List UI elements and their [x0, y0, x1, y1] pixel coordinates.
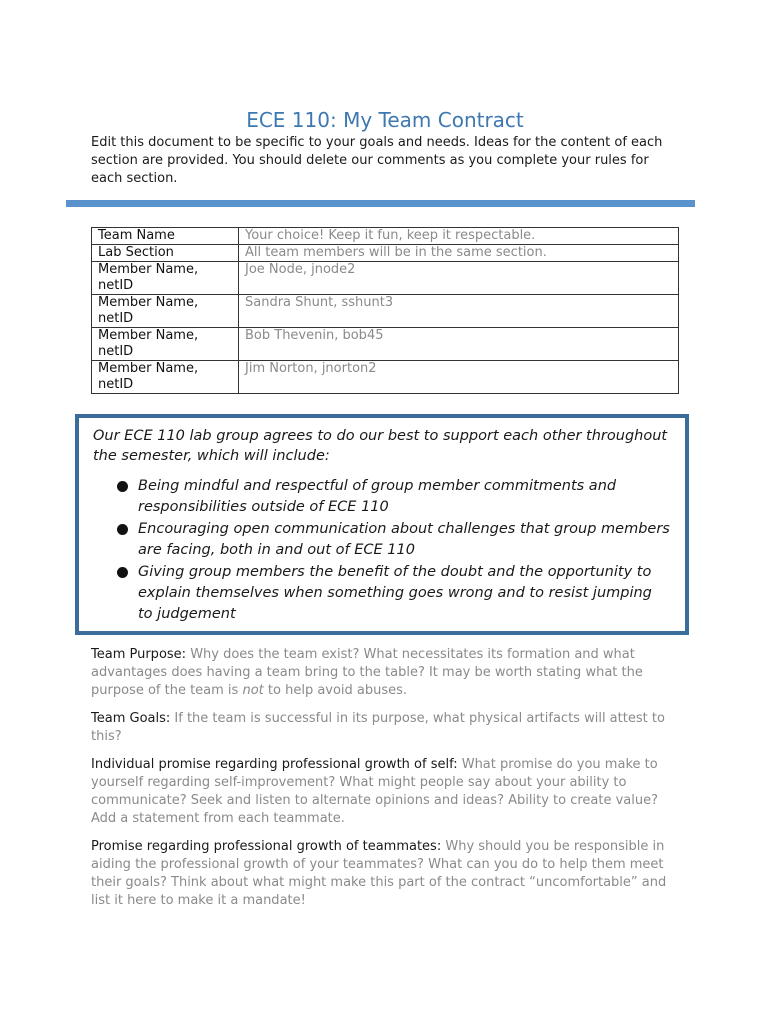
intro-text: Edit this document to be specific to your goals and needs. Ideas for the content of each section are provided. You should delete our comments as you complete your rules for each section.: [91, 135, 663, 186]
section-heading: Team Purpose:: [91, 647, 187, 662]
row-value[interactable]: Your choice! Keep it fun, keep it respectable.: [239, 228, 679, 245]
section-heading: Promise regarding professional growth of teammates:: [91, 839, 442, 854]
bullet-icon: [117, 567, 128, 578]
row-label: Member Name, netID: [92, 328, 239, 361]
table-row: [92, 245, 679, 262]
row-value[interactable]: Joe Node, jnode2: [239, 262, 679, 295]
team-growth-section: [91, 838, 683, 910]
table-row: [92, 361, 679, 394]
team-purpose-section: [91, 646, 683, 700]
section-text: Why does the team exist? What necessitates its formation and what advantages does having a team bring to the table? It may be worth stating what the purpose of the team is: [91, 647, 643, 698]
row-label: Lab Section: [92, 245, 239, 262]
team-info-table: [91, 227, 679, 394]
agreement-box: [75, 414, 689, 635]
row-label: Member Name, netID: [92, 262, 239, 295]
page-title: ECE 110: My Team Contract: [246, 108, 524, 132]
section-text: If the team is successful in its purpose, what physical artifacts will attest to this?: [91, 711, 665, 744]
row-value[interactable]: All team members will be in the same section.: [239, 245, 679, 262]
row-label: Member Name, netID: [92, 295, 239, 328]
row-value[interactable]: Sandra Shunt, sshunt3: [239, 295, 679, 328]
row-value[interactable]: Bob Thevenin, bob45: [239, 328, 679, 361]
agreement-lead: Our ECE 110 lab group agrees to do our best to support each other throughout the semester, which will include:: [93, 428, 668, 464]
agreement-list: [93, 476, 671, 625]
bullet-icon: [117, 481, 128, 492]
row-value[interactable]: Jim Norton, jnorton2: [239, 361, 679, 394]
list-item: [93, 519, 671, 561]
list-item: [93, 476, 671, 518]
table-row: [92, 228, 679, 245]
team-goals-section: [91, 710, 683, 746]
self-growth-section: [91, 756, 683, 828]
table-row: [92, 328, 679, 361]
row-label: Member Name, netID: [92, 361, 239, 394]
bullet-text: Encouraging open communication about challenges that group members are facing, both in and out of ECE 110: [138, 521, 670, 558]
section-heading: Team Goals:: [91, 711, 171, 726]
bullet-text: Giving group members the benefit of the doubt and the opportunity to explain themselves when something goes wrong and to resist jumping to judgement: [138, 564, 652, 622]
list-item: [93, 562, 671, 625]
table-row: [92, 262, 679, 295]
section-text: to help avoid abuses.: [267, 683, 408, 698]
header-divider: [66, 200, 695, 207]
bullet-icon: [117, 524, 128, 535]
section-heading: Individual promise regarding professional growth of self:: [91, 757, 458, 772]
section-text: Why should you be responsible in aiding the professional growth of your teammates? What can you do to help them meet their goals? Think about what might make this part of the contract “uncomfortable” and list it here to make it a mandate!: [91, 839, 667, 908]
section-text: What promise do you make to yourself regarding self-improvement? What might people say about your ability to communicate? Seek and listen to alternate opinions and ideas? Ability to create value? Add a statement from each teammate.: [91, 757, 659, 826]
bullet-text: Being mindful and respectful of group member commitments and responsibilities outside of ECE 110: [138, 478, 617, 515]
row-label: Team Name: [92, 228, 239, 245]
table-row: [92, 295, 679, 328]
section-emphasis: not: [242, 683, 264, 698]
